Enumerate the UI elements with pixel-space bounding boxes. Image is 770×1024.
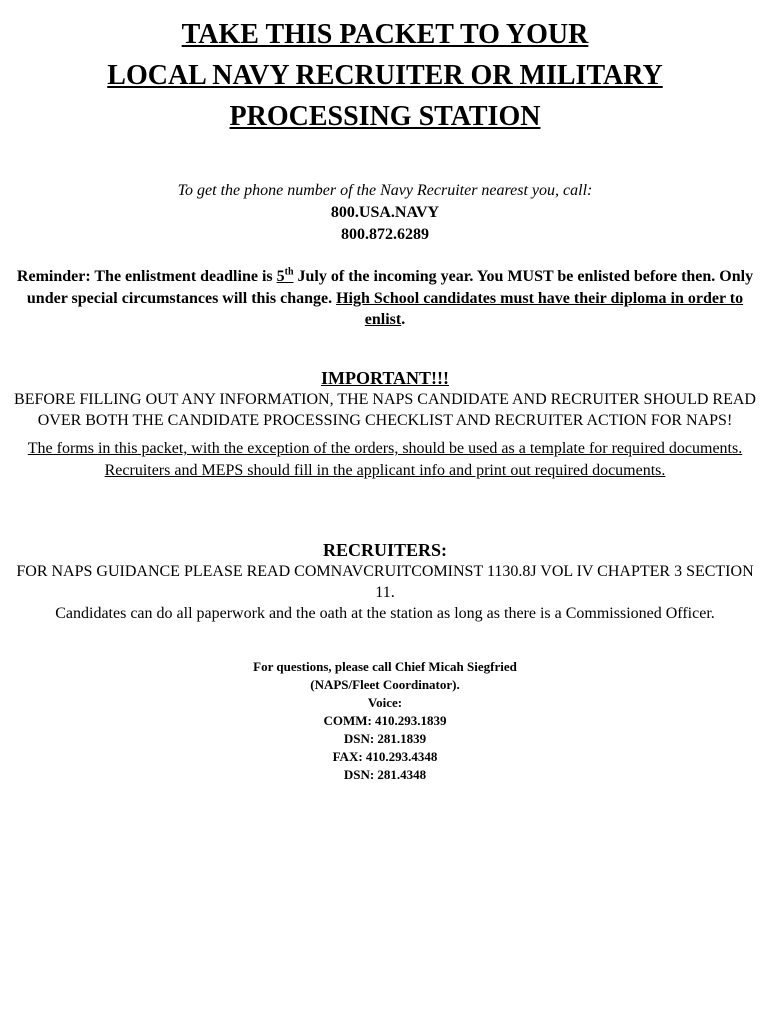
forms-note: The forms in this packet, with the exception of the orders, should be used as a template for required documents. Recruiters and MEPS should fill in the applicant info and print out required documents. bbox=[27, 440, 743, 479]
reminder-text-2: July of the incoming year. You MUST be enlisted before then. Only under special circumstances will this change. bbox=[26, 268, 754, 307]
deadline-day-suffix: th bbox=[284, 266, 294, 278]
important-heading: IMPORTANT!!! bbox=[320, 368, 449, 388]
reminder-end: . bbox=[401, 311, 406, 328]
contact-comm-phone: COMM: 410.293.1839 bbox=[323, 713, 447, 728]
phone-number-digits: 800.872.6289 bbox=[341, 226, 429, 243]
contact-dsn-fax: DSN: 281.4348 bbox=[343, 767, 427, 782]
contact-line-2: (NAPS/Fleet Coordinator). bbox=[310, 677, 460, 692]
title-line-3: PROCESSING STATION bbox=[229, 101, 541, 132]
reminder-text-1: Reminder: The enlistment deadline is bbox=[16, 268, 277, 285]
diploma-requirement: High School candidates must have their diploma in order to enlist bbox=[336, 289, 744, 328]
important-body: BEFORE FILLING OUT ANY INFORMATION, THE NAPS CANDIDATE AND RECRUITER SHOULD READ OVER BOTH THE CANDIDATE PROCESSING CHECKLIST AND RECRUITER ACTION FOR NAPS! bbox=[14, 391, 756, 429]
contact-voice-label: Voice: bbox=[367, 695, 403, 710]
recruiter-phone-section bbox=[0, 180, 770, 246]
deadline-day: 5th bbox=[276, 266, 294, 285]
commissioned-officer-note: Candidates can do all paperwork and the oath at the station as long as there is a Commissioned Officer. bbox=[55, 605, 715, 622]
enlistment-reminder bbox=[14, 266, 756, 331]
important-section bbox=[12, 367, 758, 482]
recruiters-section bbox=[12, 539, 758, 624]
phone-number-words: 800.USA.NAVY bbox=[330, 204, 440, 221]
contact-section bbox=[0, 658, 770, 784]
recruiters-heading: RECRUITERS: bbox=[322, 540, 448, 560]
contact-fax: FAX: 410.293.4348 bbox=[332, 749, 438, 764]
contact-dsn-voice: DSN: 281.1839 bbox=[343, 731, 427, 746]
title-line-1: TAKE THIS PACKET TO YOUR bbox=[181, 19, 589, 50]
phone-prompt: To get the phone number of the Navy Recruiter nearest you, call: bbox=[177, 182, 593, 199]
page-title bbox=[0, 14, 770, 137]
contact-line-1: For questions, please call Chief Micah Siegfried bbox=[253, 659, 517, 674]
naps-guidance: FOR NAPS GUIDANCE PLEASE READ COMNAVCRUITCOMINST 1130.8J VOL IV CHAPTER 3 SECTION 11. bbox=[16, 563, 754, 601]
title-line-2: LOCAL NAVY RECRUITER OR MILITARY bbox=[107, 60, 663, 91]
